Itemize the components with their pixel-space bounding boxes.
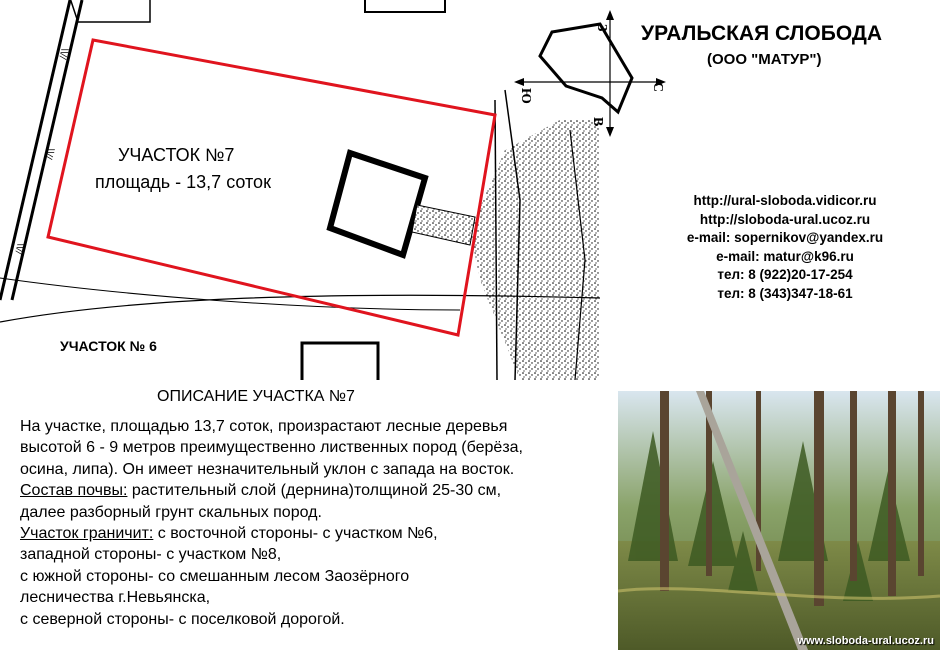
soil-label: Состав почвы: [20,482,128,500]
gravel-road [470,120,600,380]
svg-text://\\: //\\ [58,47,72,61]
house [330,153,425,255]
description-line: с северной стороны- с поселковой дорогой. [20,610,345,628]
description-line: с южной стороны- со смешанным лесом Заозёрного [20,567,410,585]
description-text [20,416,620,630]
contact-email-k96[interactable]: e-mail: matur@k96.ru [716,248,854,264]
compass-east-label: В [590,117,605,127]
compass-west-label: З [594,24,609,32]
svg-text://\\: //\\ [44,147,58,161]
description-line: лесничества г.Невьянска, [20,589,211,607]
building-bottom [302,343,378,380]
plot-outline [540,24,632,112]
driveway [412,205,475,245]
contacts-block [640,192,930,304]
company-subtitle: (ООО "МАТУР") [707,51,822,68]
description-line: На участке, площадью 13,7 соток, произрастают лесные деревья [20,418,508,435]
building-top [365,0,445,12]
photo-caption: www.sloboda-ural.ucoz.ru [797,635,934,647]
compass-south-label: Ю [518,88,533,104]
forest-photo [618,391,940,650]
description-line: далее разборный грунт скальных пород. [20,503,322,521]
contact-phone-office: тел: 8 (343)347-18-61 [717,285,853,301]
description-line: западной стороны- с участком №8, [20,546,282,564]
border-text: с восточной стороны- с участком №6, [153,525,438,543]
company-title: УРАЛЬСКАЯ СЛОБОДА [641,22,883,45]
border-paragraph [20,523,620,544]
road-edge-left [495,100,497,380]
plot-7-title: УЧАСТОК №7 [118,145,235,165]
svg-text://\\: //\\ [14,242,28,256]
contact-email-yandex[interactable]: e-mail: sopernikov@yandex.ru [686,230,884,246]
description-line: высотой 6 - 9 метров преимущественно лиственных пород (берёза, [20,439,523,457]
plot-6-label: УЧАСТОК № 6 [60,338,157,354]
description-title: ОПИСАНИЕ УЧАСТКА №7 [157,388,355,405]
track-line [0,278,460,310]
contact-phone-mobile: тел: 8 (922)20-17-254 [717,267,853,283]
contact-link-vidicor[interactable]: http://ural-sloboda.vidicor.ru [693,193,877,208]
plot-7-area: площадь - 13,7 соток [95,172,271,192]
soil-text: растительный слой (дернина)толщиной 25-30 см, [127,482,502,500]
soil-paragraph [20,480,620,501]
contact-link-ucoz[interactable]: http://sloboda-ural.ucoz.ru [699,211,871,227]
compass-north-label: С [650,82,665,93]
forest-photo-image [618,391,940,650]
border-label: Участок граничит: [20,525,154,543]
description-line: осина, липа). Он имеет незначительный уклон с запада на восток. [20,460,515,478]
power-line-1 [0,0,70,300]
